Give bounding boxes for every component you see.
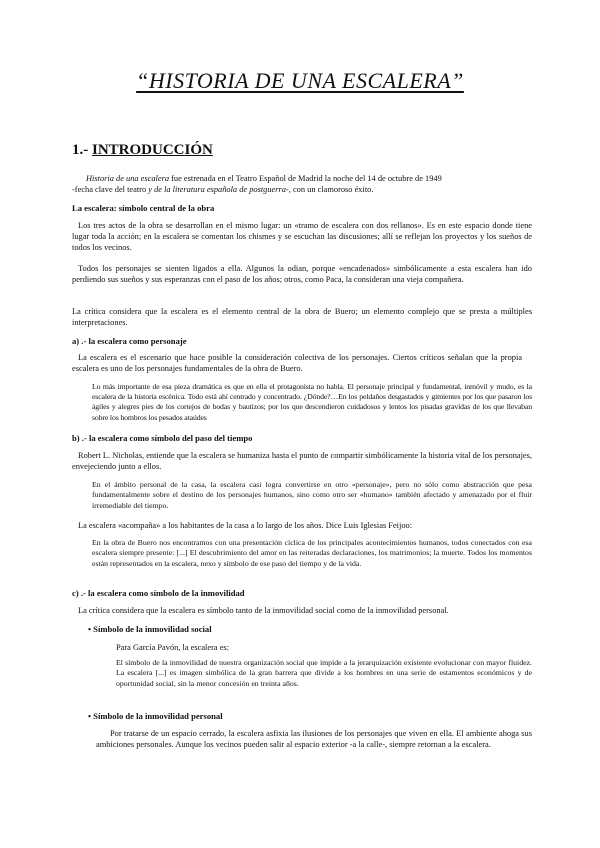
paragraph-b2: La escalera «acompaña» a los habitantes de la casa a lo largo de los años. Dice Luis Iglesias Feijoo: bbox=[78, 521, 413, 530]
bullet-label-personal: Símbolo de la inmovilidad personal bbox=[93, 711, 223, 721]
paragraph-c1: La crítica considera que la escalera es símbolo tanto de la inmovilidad social como de la inmovilidad personal. bbox=[78, 606, 449, 615]
paragraph-c3: Por tratarse de un espacio cerrado, la escalera asfixia las ilusiones de los personajes que viven en ella. El ambiente ahoga sus ambiciones personales. Aunque los vecinos pueden salir al espacio exterior -a la calle-, siempre retornan a la escalera. bbox=[96, 729, 532, 749]
paragraph-b1: Robert L. Nicholas, entiende que la escalera se humaniza hasta el punto de compartir simbólicamente la historia vital de los personajes, envejeciendo junto a ellos. bbox=[72, 451, 532, 471]
section-title: INTRODUCCIÓN bbox=[92, 142, 213, 158]
paragraph-c2: Para García Pavón, la escalera es: bbox=[116, 643, 230, 652]
bullet-item-social bbox=[88, 624, 212, 634]
quote-b2: En la obra de Buero nos encontramos con una presentación cíclica de los principales acontecimientos humanos, todos conectados con esa escalera siempre presente: [...] El descubrimiento del amor en las reiteradas declaraciones, los matrimonios; la muerte. Todos los momentos están representados en la escalera, nexo y símbolo de ese paso del tiempo y de la vida. bbox=[92, 538, 532, 568]
intro-paragraph bbox=[72, 173, 532, 195]
bullet-icon: • bbox=[88, 624, 92, 634]
intro-text-2a: -fecha clave del teatro bbox=[72, 185, 149, 194]
subheading-b: b) .- la escalera como símbolo del paso del tiempo bbox=[72, 433, 253, 443]
document-title: “HISTORIA DE UNA ESCALERA” bbox=[136, 68, 464, 93]
paragraph-2: Todos los personajes se sienten ligados a ella. Algunos la odian, porque «encadenados» simbólicamente a esta escalera han ido perdiendo sus sueños y sus esperanzas con el paso de los años; otros, como Paca, la consideran una vieja compañera. bbox=[72, 264, 532, 284]
intro-work-title: Historia de una escalera bbox=[86, 174, 170, 183]
section-heading-introduccion bbox=[72, 142, 213, 159]
subheading-a: a) .- la escalera como personaje bbox=[72, 336, 187, 346]
subheading-c: c) .- la escalera como símbolo de la inmovilidad bbox=[72, 588, 245, 598]
section-number: 1.- bbox=[72, 142, 92, 158]
bullet-label-social: Símbolo de la inmovilidad social bbox=[93, 624, 212, 634]
intro-italic-2: y de la literatura española de postguerra- bbox=[148, 185, 289, 194]
intro-text-1: fue estrenada en el Teatro Español de Madrid la noche del 14 de octubre de 1949 bbox=[169, 174, 442, 183]
paragraph-3: La crítica considera que la escalera es el elemento central de la obra de Buero; un elemento complejo que se presta a múltiples interpretaciones. bbox=[72, 307, 532, 327]
quote-c: El símbolo de la inmovilidad de nuestra organización social que impide a la jerarquización existente evolucionar con mayor fluidez. La escalera [...] es imagen simbólica de la gran barrera que divide a los hombres en una serie de estamentos económicos y de oportunidad social, sin la menor concesión en treinta años. bbox=[116, 658, 532, 688]
paragraph-a1: La escalera es el escenario que hace posible la consideración colectiva de los personajes. Ciertos críticos señalan que la propia escalera es uno de los personajes fundamentales de la obra de Buero. bbox=[72, 353, 522, 373]
paragraph-1: Los tres actos de la obra se desarrollan en el mismo lugar: un «tramo de escalera con dos rellanos». Es en este espacio donde tiene lugar toda la acción; en la escalera se comentan los chismes y se escuchan las discusiones; allí se reflejan los proyectos y los sueños de todos los vecinos. bbox=[72, 221, 532, 252]
bullet-icon: • bbox=[88, 711, 92, 721]
intro-text-2b: , con un clamoroso éxito. bbox=[288, 185, 374, 194]
subheading-escalera-simbolo: La escalera: símbolo central de la obra bbox=[72, 203, 215, 213]
quote-a: Lo más importante de esa pieza dramática es que en ella el protagonista no habla. El personaje principal y fundamental, inmóvil y mudo, es la escalera de la historia escénica. Todo está ahí centrado y concentrado. ¿Dónde?…En los peldaños desgastados y gimientes por los que pasaron los ágiles y alegres pies de los cortejos de bodas y bautizos; por los que descendieron cuidadosos y lentos los pisadas gravídas de los que llevaban sobre los hombros los pesados ataúdes bbox=[92, 382, 532, 422]
quote-b1: En el ámbito personal de la casa, la escalera casi logra convertirse en otro «personaje», pero no sólo como abstracción que pesa fundamentalmente sobre el destino de los personajes humanos, sino como otro ser «humano» también afectado y amenazado por el fluir irremediable del tiempo. bbox=[92, 480, 532, 510]
bullet-item-personal bbox=[88, 711, 223, 721]
